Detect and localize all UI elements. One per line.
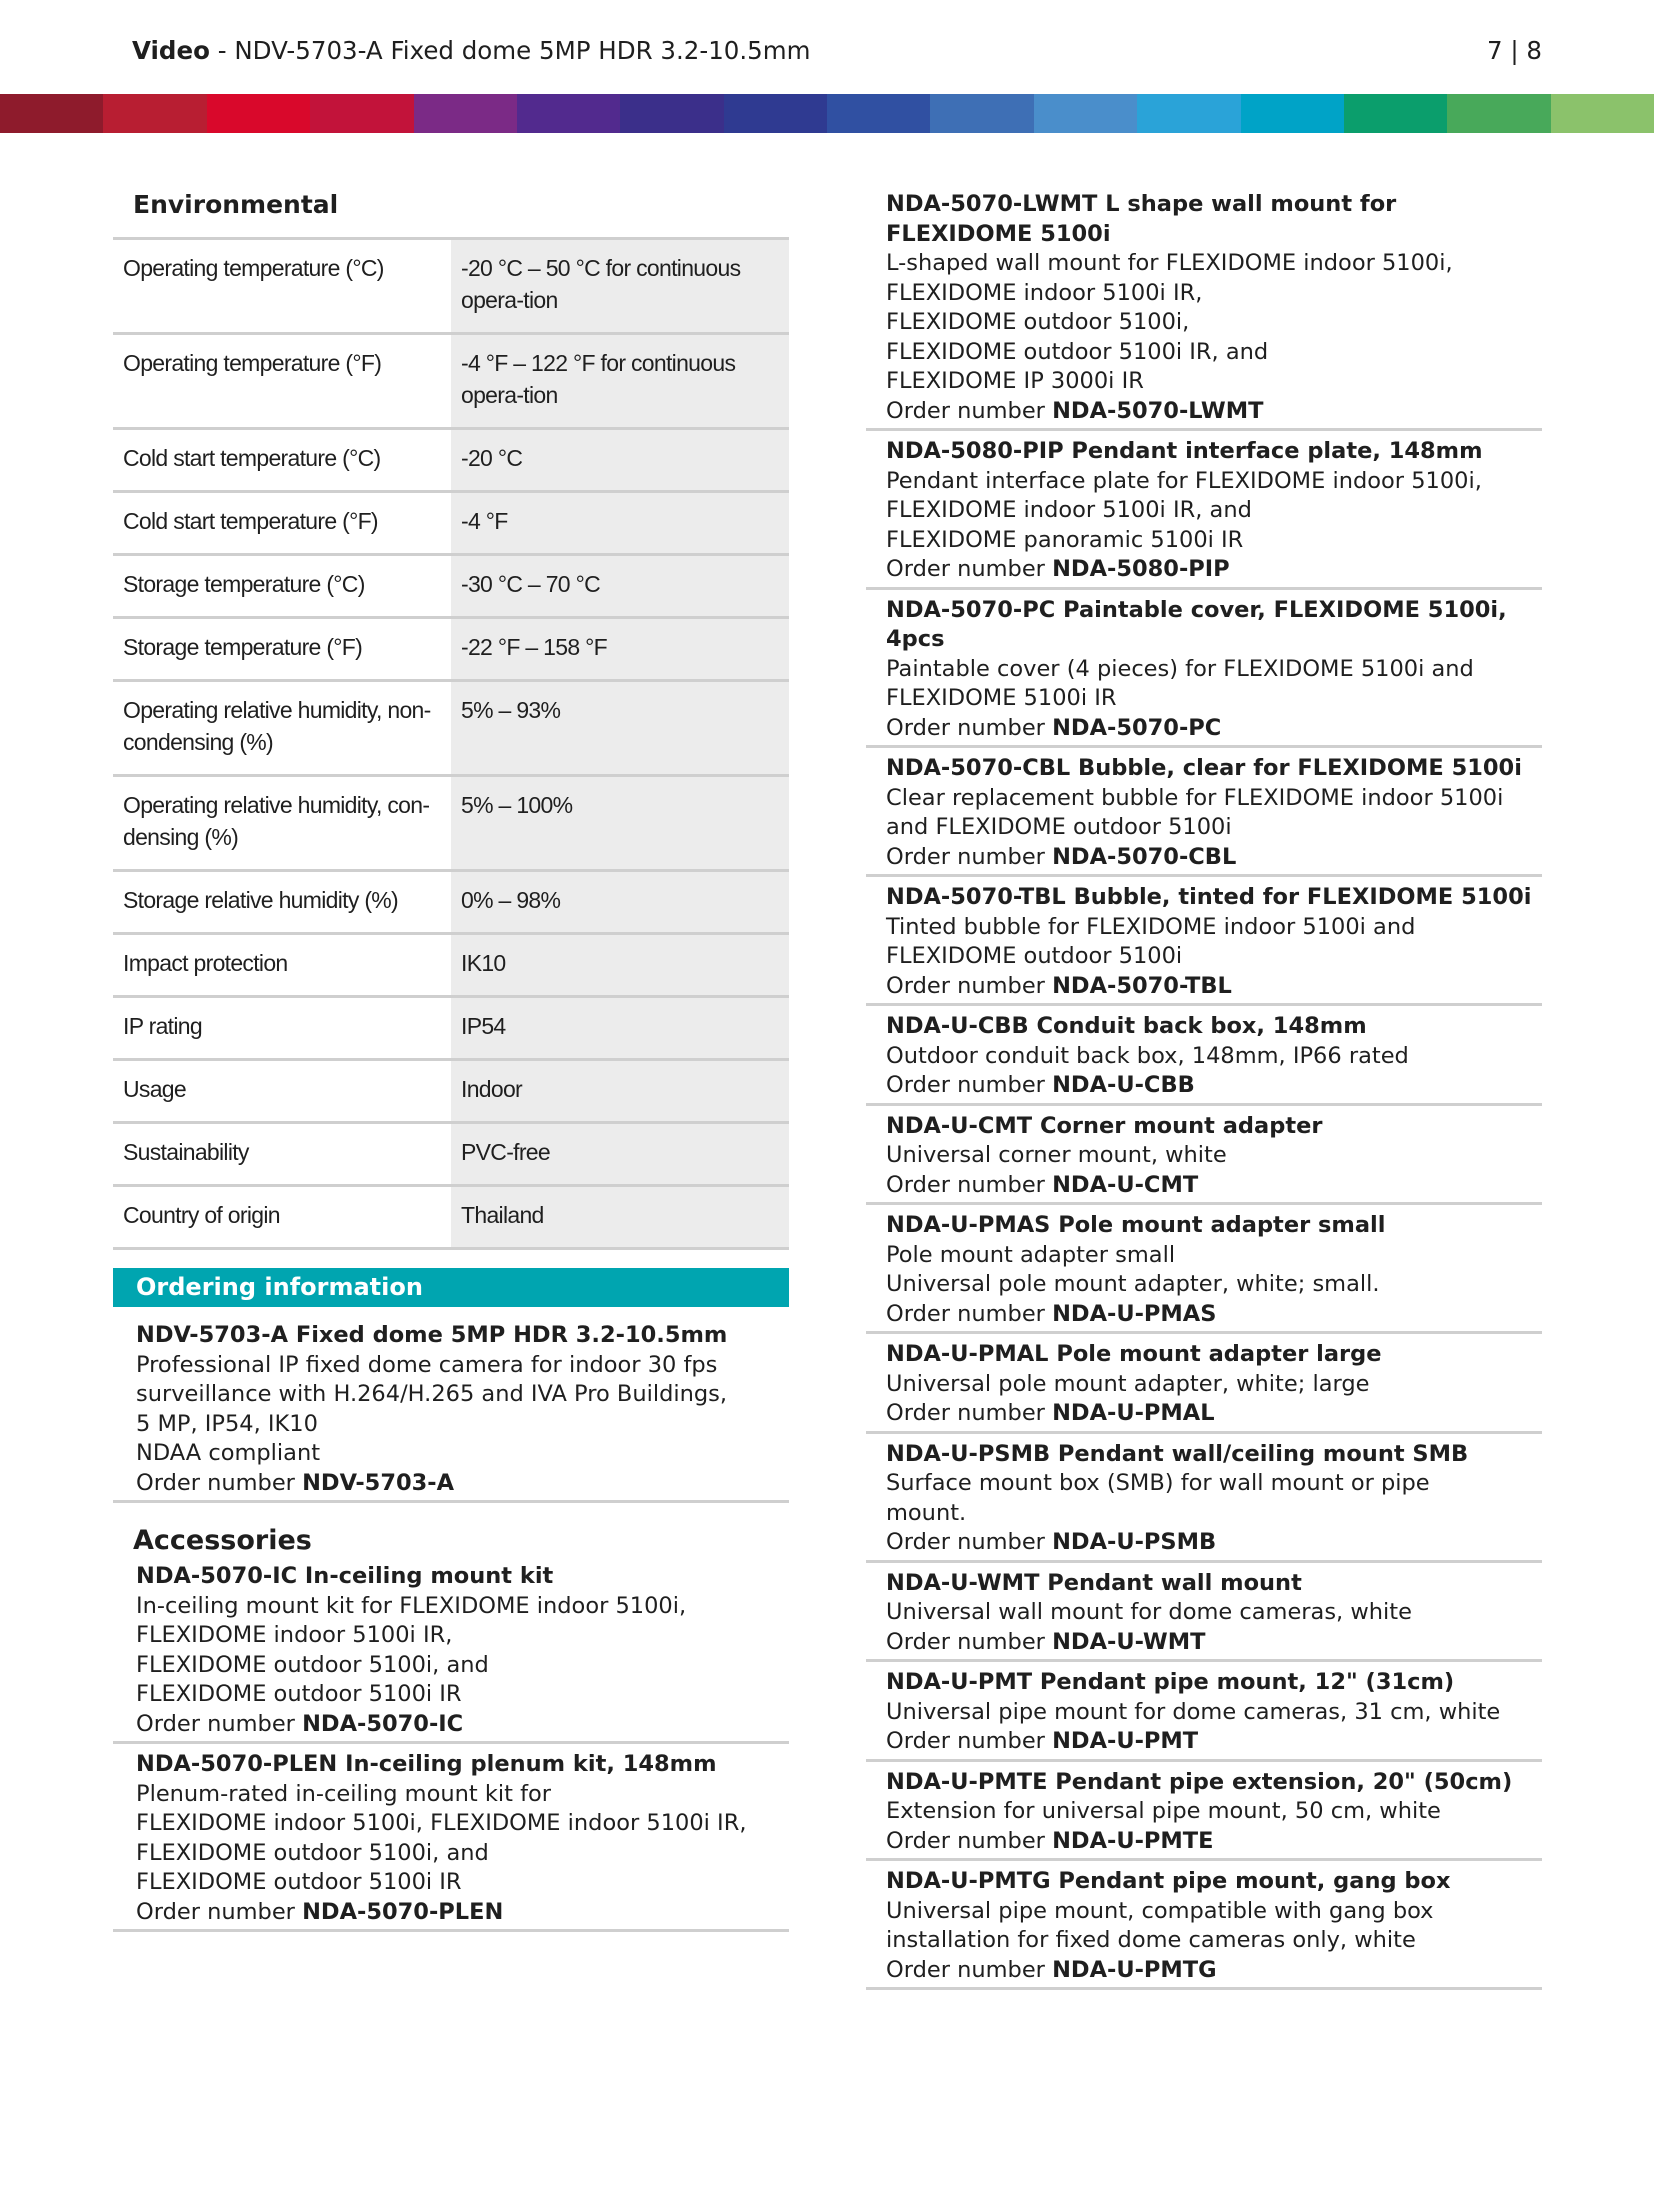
order-number: NDA-5070-LWMT [1052,397,1264,424]
accessory-item [866,1440,1542,1563]
order-prefix: Order number [886,556,1053,582]
order-prefix: Order number [886,1400,1053,1426]
left-column [113,190,789,1938]
spec-label: Operating temperature (°C) [123,255,384,281]
order-number: NDA-5080-PIP [1052,556,1230,582]
order-number: NDA-5070-CBL [1052,843,1237,870]
spec-value: -4 °F – 122 °F for continuous opera-tion [451,335,789,427]
accessory-description: Universal corner mount, white [886,1142,1227,1168]
band-segment [414,94,517,133]
order-prefix: Order number [886,1529,1053,1555]
accessory-title: NDA-5080-PIP Pendant interface plate, 148mm [886,438,1483,464]
spec-label: Storage temperature (°F) [123,634,363,660]
accessory-item [866,1211,1542,1334]
accessory-item [866,596,1542,749]
band-segment [827,94,930,133]
spec-value: -4 °F [451,493,789,553]
accessory-order-number [886,1727,1542,1757]
accessory-title: NDA-U-PMTG Pendant pipe mount, gang box [886,1868,1451,1894]
accessory-description: Tinted bubble for FLEXIDOME indoor 5100i and FLEXIDOME outdoor 5100i [886,913,1416,969]
accessory-item [113,1750,789,1932]
accessory-item [866,883,1542,1006]
order-prefix: Order number [886,972,1053,999]
accessory-description: Surface mount box (SMB) for wall mount or pipe mount. [886,1470,1430,1526]
product-description: Professional IP fixed dome camera for indoor 30 fps surveillance with H.264/H.265 and IVA Pro Buildings, 5 MP, IP54, IK10 NDAA compliant [136,1351,728,1466]
product-order-item [113,1321,789,1503]
accessory-description: L-shaped wall mount for FLEXIDOME indoor 5100i, FLEXIDOME indoor 5100i IR, FLEXIDOME outdoor 5100i, FLEXIDOME outdoor 5100i IR, and FLEXIDOME IP 3000i IR [886,250,1453,394]
accessory-order-number [886,1628,1542,1658]
order-prefix: Order number [886,1956,1053,1983]
accessory-description: In-ceiling mount kit for FLEXIDOME indoor 5100i, FLEXIDOME indoor 5100i IR, FLEXIDOME outdoor 5100i, and FLEXIDOME outdoor 5100i IR [136,1592,687,1707]
spec-row [113,935,789,998]
order-prefix: Order number [136,1469,303,1496]
accessory-description: Pole mount adapter small Universal pole mount adapter, white; small. [886,1241,1380,1297]
band-segment [1241,94,1344,133]
spec-label: Impact protection [123,950,288,976]
spec-label: Operating relative humidity, con-densing (%) [123,792,430,850]
accessory-order-number [886,1827,1542,1857]
accessory-order-number [136,1898,779,1928]
accessory-description: Paintable cover (4 pieces) for FLEXIDOME 5100i and FLEXIDOME 5100i IR [886,655,1474,711]
spec-value: Indoor [451,1061,789,1121]
header-category: Video [132,36,210,65]
spec-row [113,1061,789,1124]
accessory-order-number [886,1300,1542,1330]
accessory-item [866,437,1542,590]
accessory-order-number [886,555,1542,585]
spec-value: IK10 [451,935,789,995]
spec-label: Cold start temperature (°C) [123,445,381,471]
accessory-title: NDA-5070-LWMT L shape wall mount for FLEXIDOME 5100i [886,191,1397,247]
accessory-item [866,1340,1542,1434]
accessories-right-list [866,190,1542,1990]
band-segment [1344,94,1447,133]
order-prefix: Order number [886,1072,1053,1098]
spec-row [113,430,789,493]
accessory-description: Clear replacement bubble for FLEXIDOME indoor 5100i and FLEXIDOME outdoor 5100i [886,784,1504,840]
accessory-title: NDA-5070-IC In-ceiling mount kit [136,1563,554,1589]
order-number: NDA-U-PMAS [1052,1300,1217,1327]
spec-row [113,777,789,872]
band-segment [930,94,1033,133]
band-segment [724,94,827,133]
order-number: NDA-5070-TBL [1052,972,1232,999]
spec-value: 0% – 98% [451,872,789,932]
accessory-title: NDA-U-PMAL Pole mount adapter large [886,1341,1382,1367]
order-prefix: Order number [886,1827,1053,1854]
accessory-item [866,1668,1542,1762]
spec-value: -30 °C – 70 °C [451,556,789,616]
spec-row [113,335,789,430]
order-number: NDA-U-PMAL [1052,1400,1215,1426]
accessory-title: NDA-U-PMAS Pole mount adapter small [886,1212,1386,1238]
accessory-item [866,1112,1542,1206]
order-prefix: Order number [886,843,1053,870]
accessory-title: NDA-U-PMTE Pendant pipe extension, 20" (50cm) [886,1768,1513,1795]
band-segment [1034,94,1137,133]
order-number: NDA-5070-PC [1052,714,1222,741]
spec-value: Thailand [451,1187,789,1247]
accessory-order-number [886,714,1542,744]
band-segment [620,94,723,133]
accessory-description: Universal pipe mount, compatible with gang box installation for fixed dome cameras only, white [886,1897,1434,1953]
spec-label: Storage relative humidity (%) [123,887,398,913]
spec-label: Country of origin [123,1202,280,1228]
accessory-order-number [886,397,1542,427]
accessory-item [113,1562,789,1744]
spec-row [113,556,789,619]
spec-value: IP54 [451,998,789,1058]
accessory-title: NDA-U-CMT Corner mount adapter [886,1112,1323,1139]
accessory-item [866,1867,1542,1990]
band-segment [517,94,620,133]
accessory-title: NDA-5070-CBL Bubble, clear for FLEXIDOME 5100i [886,755,1522,781]
accessory-description: Pendant interface plate for FLEXIDOME indoor 5100i, FLEXIDOME indoor 5100i IR, and FLEXIDOME panoramic 5100i IR [886,467,1482,553]
spec-value: 5% – 93% [451,682,789,774]
ordering-information-heading: Ordering information [113,1268,789,1307]
page-header [132,36,1542,72]
accessories-title: Accessories [133,1525,312,1556]
band-segment [103,94,206,133]
spec-label: Cold start temperature (°F) [123,508,378,534]
accessory-item [866,1012,1542,1106]
accessory-order-number [136,1710,779,1740]
accessory-order-number [886,843,1542,873]
spec-label: Usage [123,1076,186,1102]
band-segment [207,94,310,133]
order-number: NDA-U-CMT [1052,1171,1199,1198]
accessory-order-number [886,1071,1542,1101]
order-number: NDA-U-PMT [1052,1728,1199,1754]
order-prefix: Order number [136,1898,303,1925]
header-title: - NDV-5703-A Fixed dome 5MP HDR 3.2-10.5mm [209,36,811,65]
spec-row [113,872,789,935]
spec-label: Operating relative humidity, non-condensing (%) [123,697,431,755]
accessory-item [866,1768,1542,1862]
accessory-description: Universal pole mount adapter, white; large [886,1370,1370,1397]
order-number: NDA-5070-PLEN [302,1898,504,1925]
order-prefix: Order number [886,397,1053,424]
order-prefix: Order number [886,1300,1053,1327]
right-column [866,190,1542,1996]
spec-row [113,1124,789,1187]
spec-value: 5% – 100% [451,777,789,869]
order-number: NDA-5070-IC [302,1710,464,1737]
order-prefix: Order number [886,1628,1053,1655]
accessory-title: NDA-5070-TBL Bubble, tinted for FLEXIDOME 5100i [886,884,1532,910]
order-prefix: Order number [886,714,1053,741]
band-segment [1447,94,1550,133]
accessory-title: NDA-U-PMT Pendant pipe mount, 12" (31cm) [886,1669,1455,1695]
order-prefix: Order number [886,1728,1053,1754]
order-number: NDA-U-PMTE [1052,1827,1214,1854]
page-number: 7 | 8 [1486,36,1542,65]
environmental-table [113,237,789,1250]
spec-value: -20 °C [451,430,789,490]
accessory-description: Plenum-rated in-ceiling mount kit for FLEXIDOME indoor 5100i, FLEXIDOME indoor 5100i IR, FLEXIDOME outdoor 5100i, and FLEXIDOME outdoor 5100i IR [136,1780,747,1895]
brand-color-band [0,94,1654,133]
order-number: NDA-U-PSMB [1052,1529,1217,1555]
accessory-title: NDA-5070-PC Paintable cover, FLEXIDOME 5100i, 4pcs [886,596,1507,652]
spec-row [113,998,789,1061]
product-title: NDV-5703-A Fixed dome 5MP HDR 3.2-10.5mm [136,1322,728,1348]
spec-row [113,240,789,335]
spec-label: IP rating [123,1013,202,1039]
spec-label: Sustainability [123,1139,249,1165]
accessory-order-number [886,1956,1542,1986]
accessory-item [866,1569,1542,1663]
environmental-title: Environmental [133,190,339,219]
spec-label: Operating temperature (°F) [123,350,382,376]
accessory-order-number [886,1171,1542,1201]
accessory-order-number [886,972,1542,1002]
spec-row [113,493,789,556]
accessory-title: NDA-U-CBB Conduit back box, 148mm [886,1013,1367,1039]
accessory-item [866,190,1542,431]
accessory-title: NDA-U-PSMB Pendant wall/ceiling mount SMB [886,1440,1469,1467]
accessory-description: Universal pipe mount for dome cameras, 31 cm, white [886,1698,1501,1725]
order-number: NDA-U-WMT [1052,1628,1206,1655]
spec-value: -20 °C – 50 °C for continuous opera-tion [451,240,789,332]
spec-label: Storage temperature (°C) [123,571,365,597]
accessories-left-list [113,1562,789,1932]
order-number: NDV-5703-A [302,1469,455,1496]
accessory-order-number [886,1399,1542,1429]
band-segment [0,94,103,133]
accessory-description: Extension for universal pipe mount, 50 cm, white [886,1798,1441,1824]
order-prefix: Order number [136,1710,303,1737]
spec-value: PVC-free [451,1124,789,1184]
accessory-description: Universal wall mount for dome cameras, white [886,1599,1412,1625]
accessory-title: NDA-5070-PLEN In-ceiling plenum kit, 148mm [136,1751,717,1777]
spec-row [113,619,789,682]
spec-row [113,682,789,777]
spec-row [113,1187,789,1250]
band-segment [310,94,413,133]
spec-value: -22 °F – 158 °F [451,619,789,679]
order-number: NDA-U-CBB [1052,1072,1195,1098]
accessory-title: NDA-U-WMT Pendant wall mount [886,1569,1302,1596]
band-segment [1137,94,1240,133]
band-segment [1551,94,1654,133]
accessory-description: Outdoor conduit back box, 148mm, IP66 rated [886,1042,1409,1069]
accessory-item [866,754,1542,877]
order-number: NDA-U-PMTG [1052,1956,1217,1983]
product-order-number [136,1469,779,1499]
accessory-order-number [886,1528,1542,1558]
order-prefix: Order number [886,1171,1053,1198]
